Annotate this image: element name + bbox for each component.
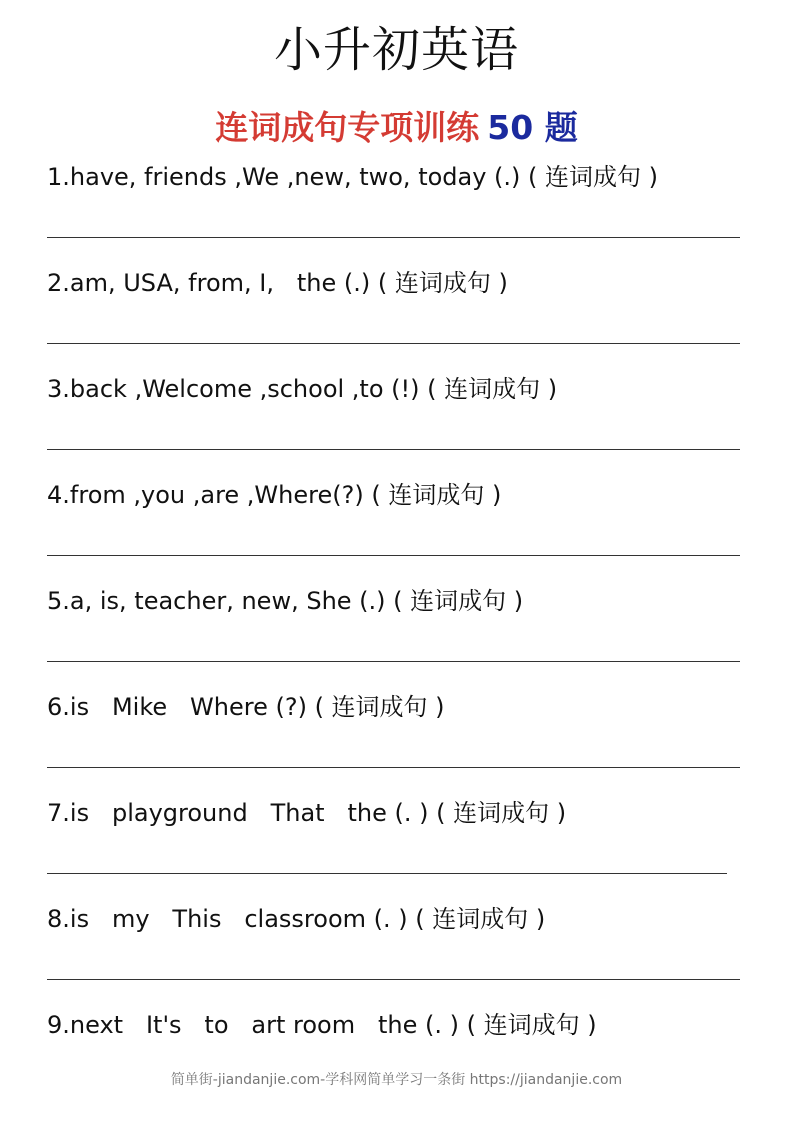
answer-line [47, 237, 740, 238]
question-item-1 [47, 155, 747, 261]
question-item-7 [47, 791, 747, 897]
question-item-5 [47, 579, 747, 685]
question-text: 1.have, friends ,We ,new, two, today (.) ( 连词成句 ) [47, 163, 659, 191]
answer-line [47, 343, 740, 344]
answer-line [47, 873, 727, 874]
question-text: 4.from ,you ,are ,Where(?) ( 连词成句 ) [47, 481, 502, 509]
question-item-9 [47, 1003, 747, 1109]
question-list [47, 155, 747, 1109]
question-text: 3.back ,Welcome ,school ,to (!) ( 连词成句 ) [47, 375, 558, 403]
question-item-3 [47, 367, 747, 473]
footer-watermark: 简单街-jiandanjie.com-学科网简单学习一条街 https://jiandanjie.com [170, 1072, 623, 1088]
answer-line [47, 767, 740, 768]
question-text: 9.next It's to art room the (. ) ( 连词成句 ) [47, 1011, 597, 1039]
answer-line [47, 449, 740, 450]
subtitle-main: 连词成句专项训练 [215, 108, 480, 147]
answer-line [47, 661, 740, 662]
page-title: 小升初英语 [273, 22, 519, 78]
page-subtitle [0, 102, 793, 154]
question-item-8 [47, 897, 747, 1003]
question-text: 5.a, is, teacher, new, She (.) ( 连词成句 ) [47, 587, 524, 615]
question-text: 6.is Mike Where (?) ( 连词成句 ) [47, 693, 445, 721]
answer-line [47, 979, 740, 980]
question-text: 8.is my This classroom (. ) ( 连词成句 ) [47, 905, 546, 933]
subtitle-count: 50 题 [487, 108, 578, 147]
question-item-2 [47, 261, 747, 367]
question-text: 7.is playground That the (. ) ( 连词成句 ) [47, 799, 567, 827]
question-item-4 [47, 473, 747, 579]
answer-line [47, 555, 740, 556]
question-item-6 [47, 685, 747, 791]
question-text: 2.am, USA, from, I, the (.) ( 连词成句 ) [47, 269, 508, 297]
